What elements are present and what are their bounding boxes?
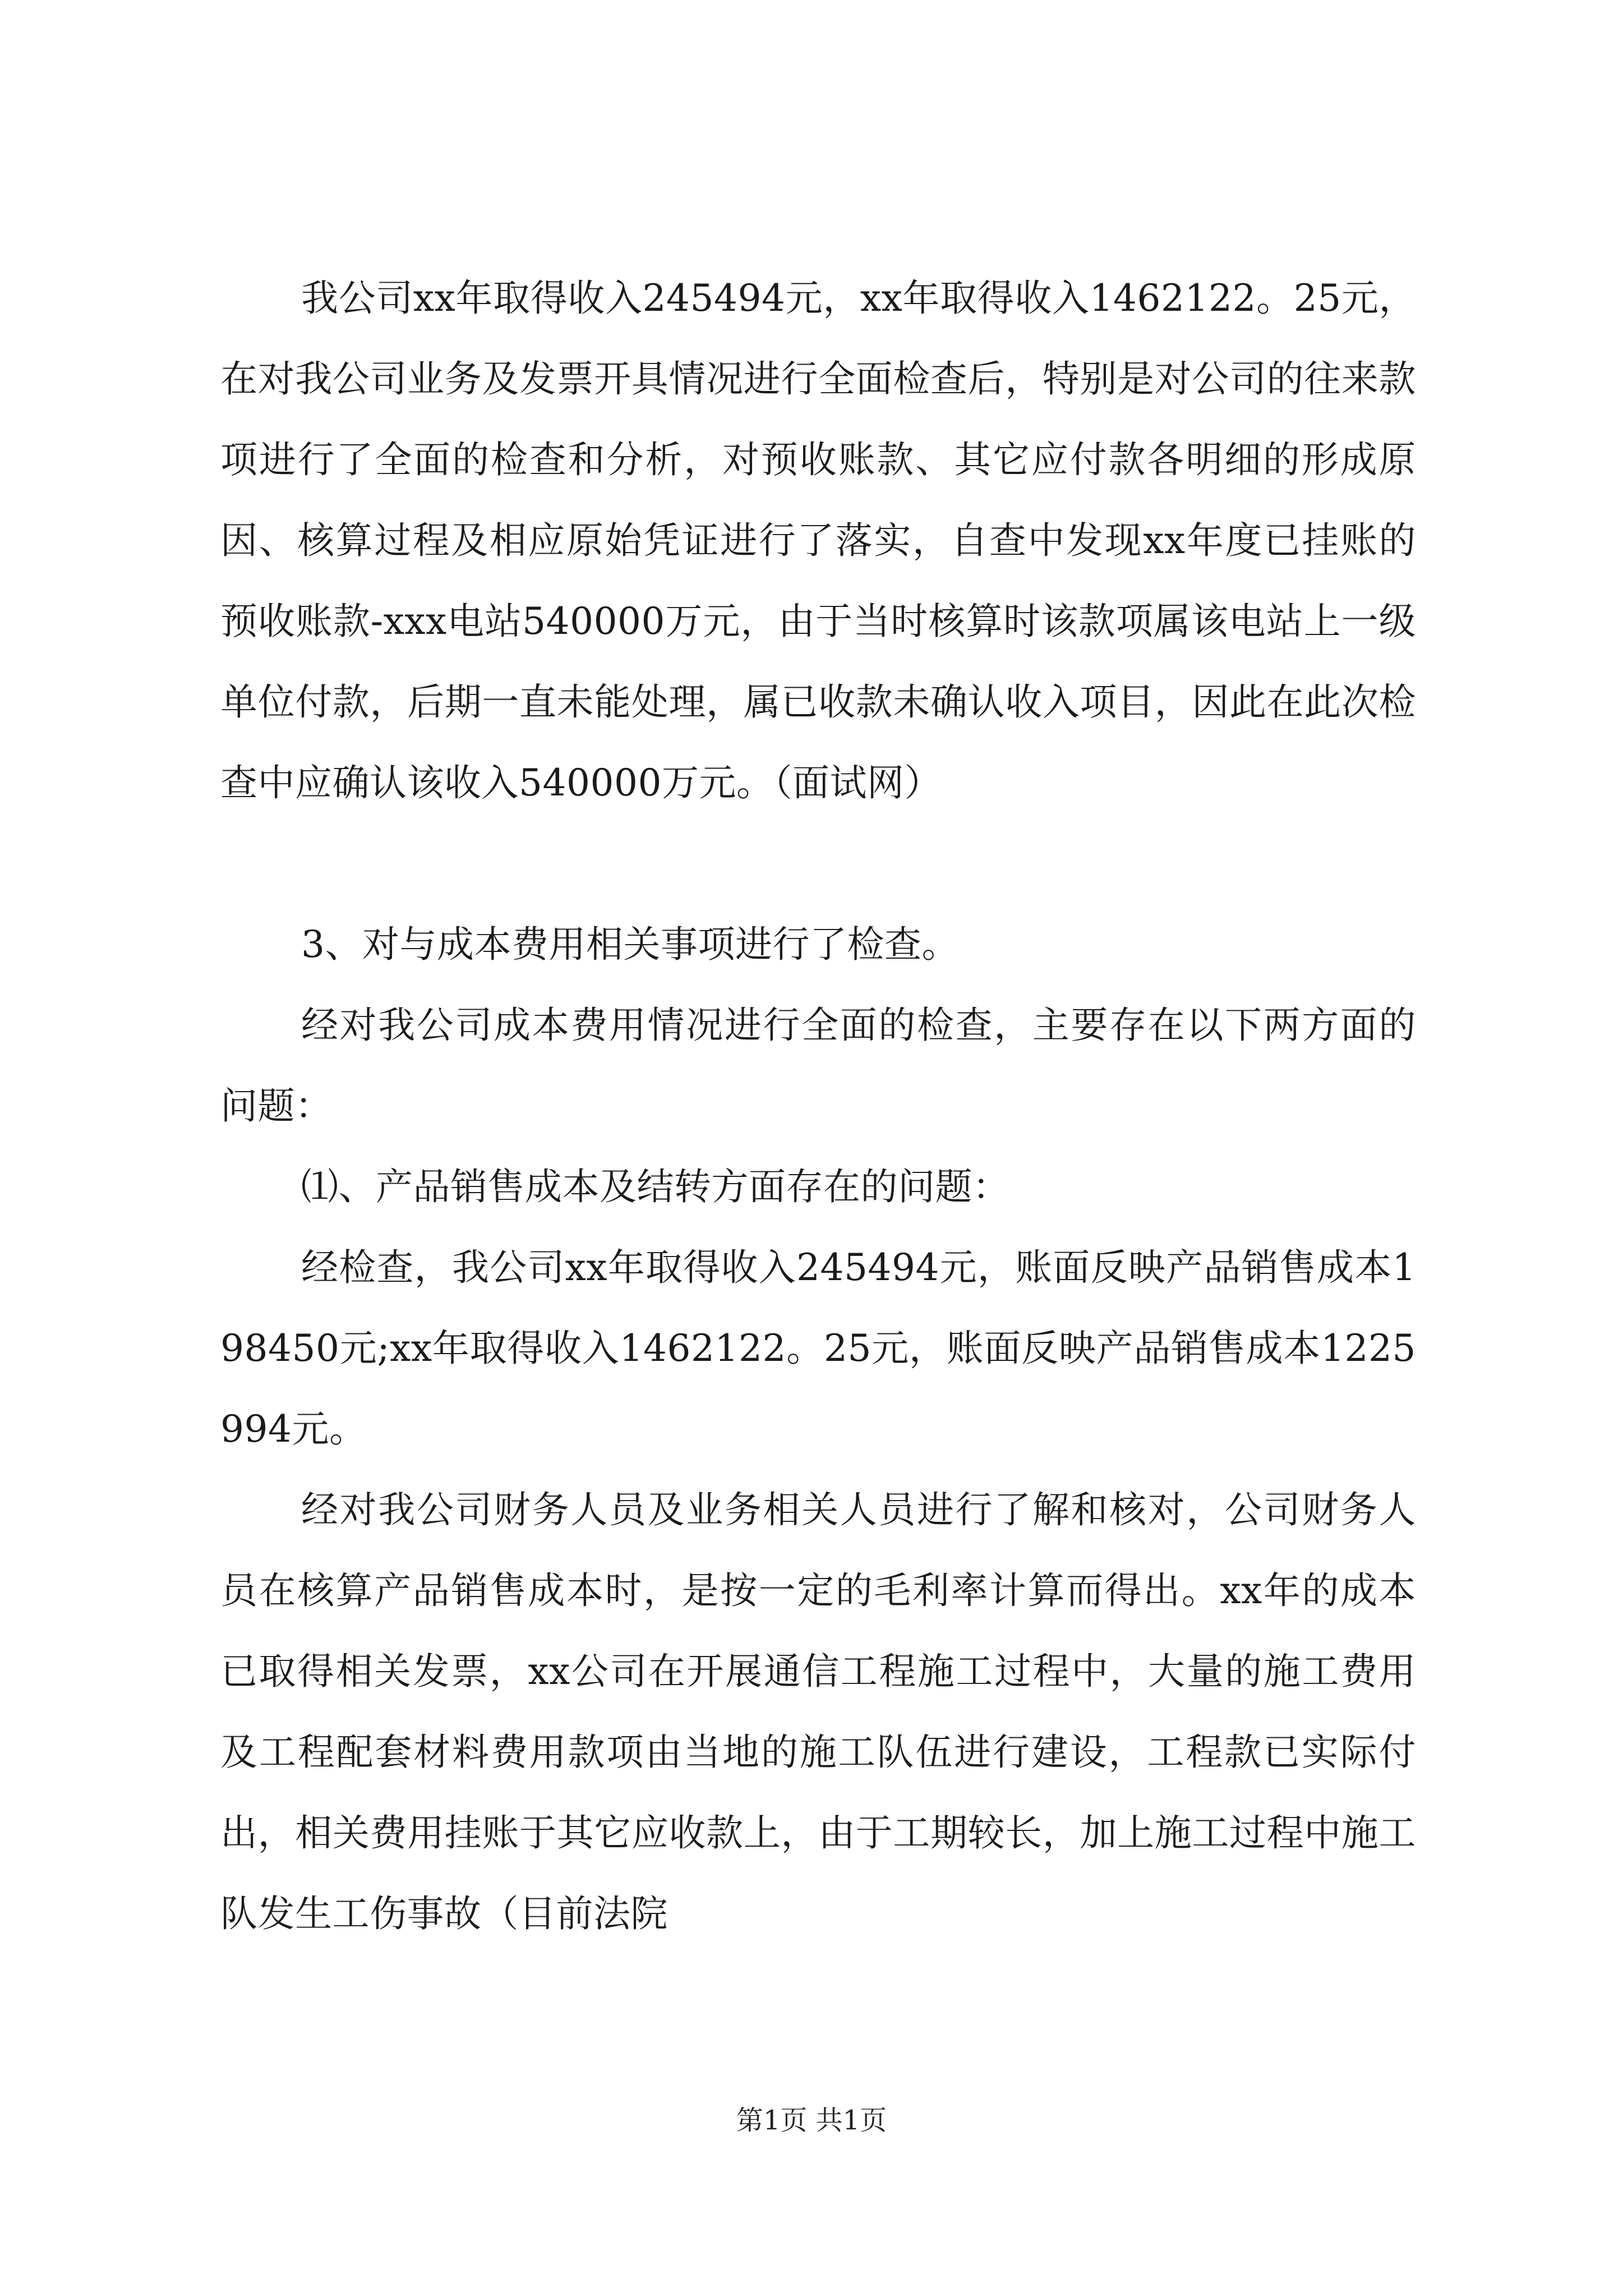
body-paragraph: 经对我公司财务人员及业务相关人员进行了解和核对，公司财务人员在核算产品销售成本时，是按一定的毛利率计算而得出。xx年的成本已取得相关发票，xx公司在开展通信工程施工过程中，大量的施工费用及工程配套材料费用款项由当地的施工队伍进行建设，工程款已实际付出，相关费用挂账于其它应收款上，由于工期较长，加上施工过程中施工队发生工伤事故（目前法院 xyxy=(220,1488,1416,1935)
body-paragraph: 经检查，我公司xx年取得收入245494元，账面反映产品销售成本198450元;xx年取得收入1462122。25元，账面反映产品销售成本1225994元。 xyxy=(220,1246,1416,1451)
subsection-heading: ⑴、产品销售成本及结转方面存在的问题： xyxy=(301,1165,1010,1208)
body-paragraph: 我公司xx年取得收入245494元，xx年取得收入1462122。25元，在对我公司业务及发票开具情况进行全面检查后，特别是对公司的往来款项进行了全面的检查和分析，对预收账款、其它应付款各明细的形成原因、核算过程及相应原始凭证进行了落实，自查中发现xx年度已挂账的预收账款-xxx电站540000万元，由于当时核算时该款项属该电站上一级单位付款，后期一直未能处理，属已收款未确认收入项目，因此在此次检查中应确认该收入540000万元。（面试网） xyxy=(220,277,1416,804)
page-footer: 第1页 共1页 xyxy=(736,2105,887,2136)
section-heading: 3、对与成本费用相关事项进行了检查。 xyxy=(301,923,959,966)
body-paragraph: 经对我公司成本费用情况进行全面的检查，主要存在以下两方面的问题： xyxy=(220,1004,1416,1128)
